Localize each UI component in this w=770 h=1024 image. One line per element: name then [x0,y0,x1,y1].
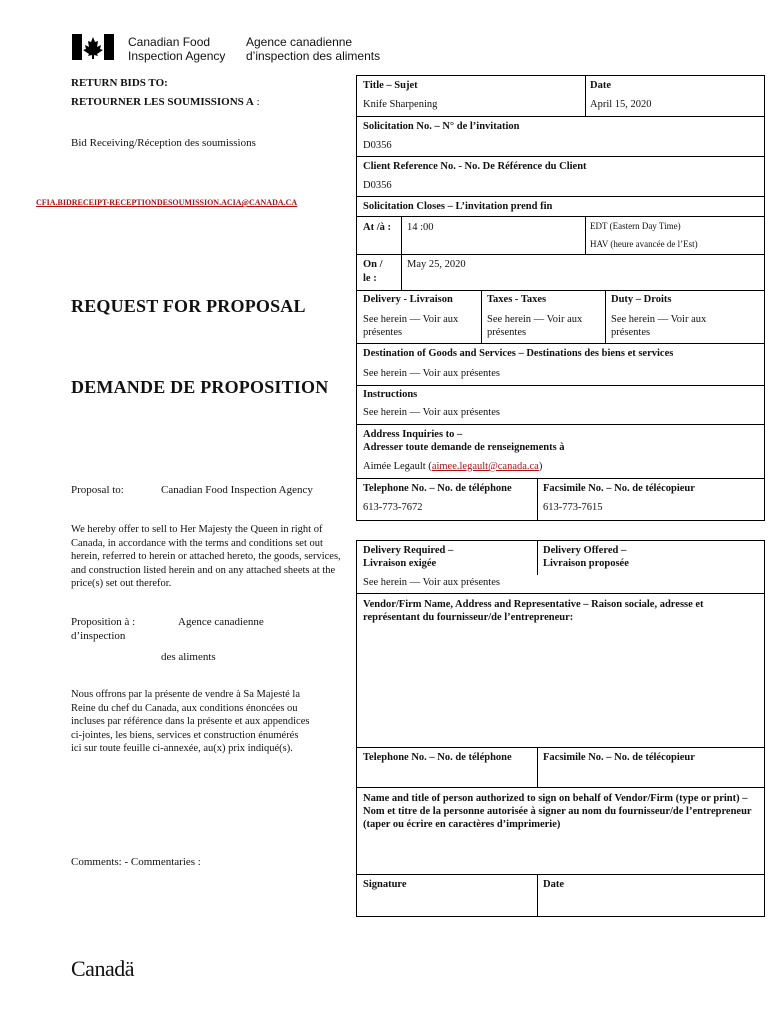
delivery-offered-label: Delivery Offered – Livraison proposée [543,545,629,569]
at-value: 14 :00 [407,222,434,233]
instructions-value: See herein — Voir aux présentes [363,407,500,418]
duty-label: Duty – Droits [611,294,672,305]
vendor-label: Vendor/Firm Name, Address and Representative – Raison sociale, adresse et représentant du fournisseur/de l’entrepreneur: [363,599,704,623]
date-value: April 15, 2020 [590,99,652,110]
proposal-to-value: Canadian Food Inspection Agency [161,484,313,496]
contact-line: Aimée Legault (aimee.legault@canada.ca) [363,461,543,472]
signature-label: Signature [363,879,407,890]
duty-value: See herein — Voir aux présentes [611,314,707,338]
agency-name-fr-2: d’inspection des aliments [246,49,381,63]
contact-email-link[interactable]: aimee.legault@canada.ca [431,461,539,472]
signature-date-label: Date [543,879,564,890]
solicitation-label: Solicitation No. – N° de l’invitation [363,121,520,132]
ddp-title: DEMANDE DE PROPOSITION [71,377,329,397]
proposition-value: Agence canadienne [178,616,264,628]
instructions-label: Instructions [363,389,418,400]
vendor-form-box [356,540,765,917]
agency-name-en-1: Canadian Food [128,35,211,49]
date-label: Date [590,80,611,91]
proposition-cont: d’inspection [71,630,126,642]
authorized-person-label: Name and title of person authorized to sign on behalf of Vendor/Firm (type or print) – Nom et titre de la personne autorisée à signer au nom du fournisseur/de l’entrepreneur (taper ou écrire en caractères d’imprimerie) [363,793,752,830]
title-value: Knife Sharpening [363,99,438,110]
proposal-to-label: Proposal to: [71,484,124,496]
on-label-2: le : [363,273,377,284]
proposition-cont2: des aliments [161,651,216,663]
phone-value: 613-773-7672 [363,502,423,513]
at-label: At /à : [363,222,391,233]
bid-email-link[interactable]: CFIA.BIDRECEIPT-RECEPTIONDESOUMISSION.ACIA@CANADA.CA [36,198,298,207]
agency-name-fr-1: Agence canadienne [246,35,353,49]
vendor-fax-label: Facsimile No. – No. de télécopieur [543,752,695,763]
timezone-en: EDT (Eastern Day Time) [590,221,681,231]
phone-label: Telephone No. – No. de téléphone [363,483,512,494]
rfp-title: REQUEST FOR PROPOSAL [71,296,306,316]
delivery-label: Delivery - Livraison [363,294,453,305]
offer-text-en: We hereby offer to sell to Her Majesty the Queen in right of Canada, in accordance with the terms and conditions set out herein, referred to herein or attached hereto, the goods, services, and construction listed herein and on any attached sheets at the price(s) set out therefor. [71,524,341,589]
closes-label: Solicitation Closes – L’invitation prend fin [363,201,553,212]
bid-receiving-label: Bid Receiving/Réception des soumissions [71,137,256,149]
agency-name-en-2: Inspection Agency [128,49,226,63]
destination-label: Destination of Goods and Services – Destinations des biens et services [363,348,674,359]
title-label: Title – Sujet [363,80,418,91]
return-bids-label: RETURN BIDS TO: [71,77,168,89]
timezone-fr: HAV (heure avancée de l’Est) [590,239,698,249]
canada-wordmark: Canadä [71,956,134,981]
on-label-1: On / [363,259,383,270]
taxes-label: Taxes - Taxes [487,294,547,305]
vendor-phone-label: Telephone No. – No. de téléphone [363,752,512,763]
delivery-required-label: Delivery Required – Livraison exigée [363,545,454,569]
solicitation-value: D0356 [363,140,392,151]
destination-value: See herein — Voir aux présentes [363,368,500,379]
taxes-value: See herein — Voir aux présentes [487,314,583,338]
proposition-label: Proposition à : [71,616,136,628]
offer-text-fr: Nous offrons par la présente de vendre à Sa Majesté la Reine du chef du Canada, aux conditions énoncées ou incluses par référence dans la présente et aux appendices ci-jointes, les biens, services et construction énumérés ici sur toute feuille ci-annexée, au(x) prix indiqué(s). [71,689,310,754]
canada-flag-icon [72,34,114,60]
fax-label: Facsimile No. – No. de télécopieur [543,483,695,494]
fax-value: 613-773-7615 [543,502,603,513]
on-value: May 25, 2020 [407,259,466,270]
client-ref-value: D0356 [363,180,392,191]
retourner-label: RETOURNER LES SOUMISSIONS A : [71,96,260,108]
comments-label: Comments: - Commentaries : [71,856,201,868]
inquiries-label-2: Adresser toute demande de renseignements à [363,442,565,453]
delivery-required-value: See herein — Voir aux présentes [363,577,500,588]
delivery-value: See herein — Voir aux présentes [363,314,459,338]
inquiries-label-1: Address Inquiries to – [363,429,463,440]
client-ref-label: Client Reference No. - No. De Référence du Client [363,161,587,172]
